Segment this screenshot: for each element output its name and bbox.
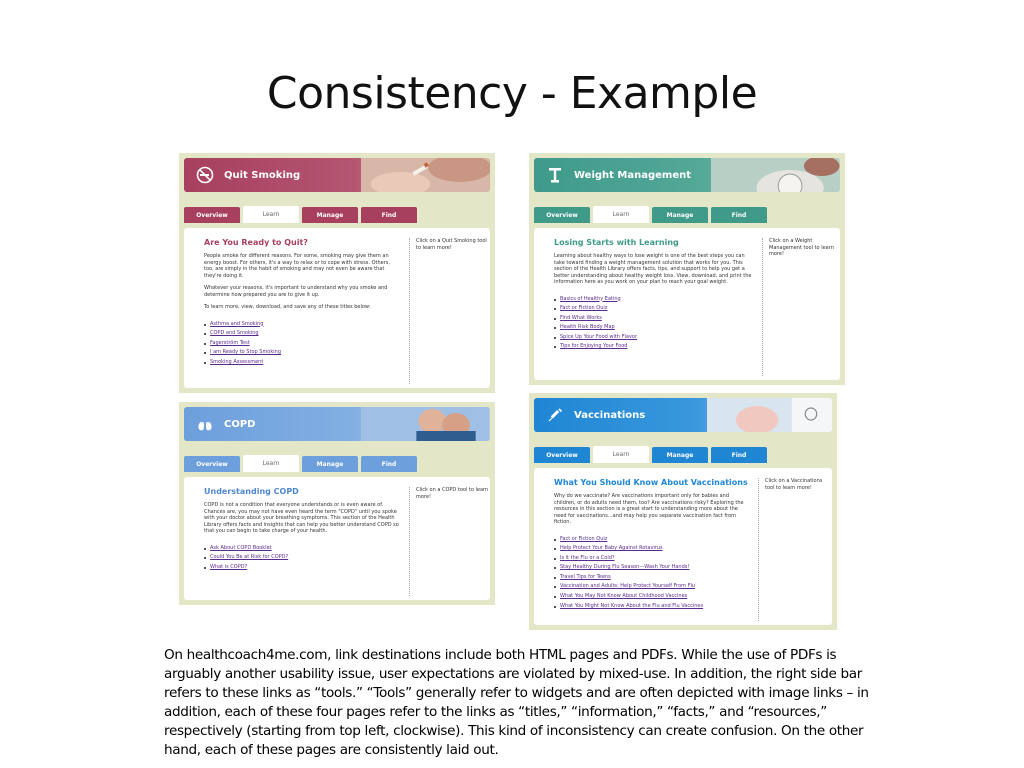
- sidebar-tools-note: Click on a COPD tool to learn more!: [409, 487, 489, 596]
- banner-title: Vaccinations: [574, 409, 646, 421]
- content-area: [184, 477, 490, 600]
- title-link[interactable]: Asthma and Smoking: [204, 320, 400, 330]
- tab-learn[interactable]: Learn: [243, 206, 299, 223]
- slide-caption: On healthcoach4me.com, link destinations include both HTML pages and PDFs. While the use of PDFs is arguably another usability issue, user expectations are violated by mixed-use. In addition, the right side bar refers to these links as “tools.” “Tools” generally refer to widgets and are often depicted with image links – in addition, each of these four pages refer to the links as “titles,” “information,” “facts,” and “resources,” respectively (starting from top left, clockwise). This kind of inconsistency can create confusion. On the other hand, each of these pages are consistently laid out.: [164, 647, 869, 758]
- title-link[interactable]: Fagerström Test: [204, 339, 400, 349]
- link-list: [554, 535, 750, 612]
- facts-link[interactable]: Could You Be at Risk for COPD?: [204, 553, 400, 563]
- resources-link[interactable]: What You May Not Know About Childhood Vaccines: [554, 592, 750, 602]
- banner-photo-hands-cigarette: [361, 158, 490, 192]
- banner-title: Weight Management: [574, 169, 692, 181]
- tab-bar: [534, 446, 832, 463]
- content-heading: What You Should Know About Vaccinations: [554, 478, 748, 487]
- banner-photo-scale: [711, 158, 840, 192]
- tab-find[interactable]: Find: [711, 207, 767, 223]
- resources-link[interactable]: Fact or Fiction Quiz: [554, 535, 750, 545]
- tab-find[interactable]: Find: [361, 207, 417, 223]
- content-heading: Are You Ready to Quit?: [204, 238, 308, 247]
- content-paragraph: Why do we vaccinate? Are vaccinations important only for babies and children, or do adults need them, too? Are vaccinations risky? Exploring the resources in this section is a great start to understanding more about the need for vaccinations...and may help you separate vaccination fact from fiction.: [554, 493, 744, 525]
- copd-banner: [184, 407, 490, 441]
- tab-learn[interactable]: Learn: [593, 446, 649, 463]
- quit-smoking-screenshot: [179, 153, 495, 393]
- resources-link[interactable]: Travel Tips for Teens: [554, 573, 750, 583]
- tab-manage[interactable]: Manage: [302, 456, 358, 472]
- content-heading: Understanding COPD: [204, 487, 299, 496]
- tab-bar: [184, 206, 490, 223]
- scale-icon: [544, 164, 566, 186]
- content-paragraph: COPD is not a condition that everyone understands or is even aware of. Chances are, you may not have even heard the term "COPD" until you spoke with your doctor about your breathing symptoms. This section of the Health Library offers facts and insights that can help you better understand COPD so that you can begin to take charge of your health.: [204, 502, 399, 534]
- tab-find[interactable]: Find: [361, 456, 417, 472]
- no-smoking-icon: [194, 164, 216, 186]
- link-list: [554, 295, 754, 353]
- tab-manage[interactable]: Manage: [652, 207, 708, 223]
- information-link[interactable]: Fact or Fiction Quiz: [554, 304, 754, 314]
- vaccinations-banner: [534, 398, 832, 432]
- content-paragraph: Learning about healthy ways to lose weight is one of the best steps you can take toward finding a weight management solution that works for you. This section of the Health Library offers facts, tips, and support to help you get a better understanding about healthy weight loss. View, download, and print the information here as you work on your plan to reach your goal weight.: [554, 253, 752, 285]
- tab-bar: [534, 206, 840, 223]
- link-list: [204, 320, 400, 368]
- content-heading: Losing Starts with Learning: [554, 238, 679, 247]
- tab-overview[interactable]: Overview: [184, 207, 240, 223]
- sidebar-tools-note: Click on a Vaccinations tool to learn more!: [758, 478, 832, 621]
- resources-link[interactable]: Stay Healthy During Flu Season—Wash Your Hands!: [554, 563, 750, 573]
- information-link[interactable]: Tips for Enjoying Your Food: [554, 342, 754, 352]
- banner-photo-couple: [361, 407, 490, 441]
- resources-link[interactable]: What You Might Not Know About the Flu and Flu Vaccines: [554, 602, 750, 612]
- tab-learn[interactable]: Learn: [593, 206, 649, 223]
- tab-bar: [184, 455, 490, 472]
- resources-link[interactable]: Help Protect Your Baby Against Rotavirus: [554, 544, 750, 554]
- content-paragraph: To learn more, view, download, and save any of these titles below:: [204, 304, 371, 310]
- tab-learn[interactable]: Learn: [243, 455, 299, 472]
- slide-title: Consistency - Example: [266, 68, 758, 119]
- facts-link[interactable]: What is COPD?: [204, 563, 400, 573]
- facts-link[interactable]: Ask About COPD Booklet: [204, 544, 400, 554]
- quit-smoking-banner: [184, 158, 490, 192]
- banner-title: Quit Smoking: [224, 169, 301, 181]
- tab-overview[interactable]: Overview: [534, 207, 590, 223]
- content-area: [534, 228, 840, 380]
- resources-link[interactable]: Is it the Flu or a Cold?: [554, 554, 750, 564]
- banner-title: COPD: [224, 418, 256, 430]
- content-paragraph: People smoke for different reasons. For some, smoking may give them an energy boost. For others, it's a way to relax or to cope with stress. Others, too, are simply in the habit of smoking and may not even be aware that they're doing it.: [204, 253, 390, 279]
- content-paragraph: Whatever your reasons, it's important to understand why you smoke and determine how prepared you are to give it up.: [204, 285, 388, 298]
- information-link[interactable]: Find What Works: [554, 314, 754, 324]
- lungs-icon: [194, 413, 216, 435]
- content-area: [534, 468, 832, 625]
- resources-link[interactable]: Vaccination and Adults: Help Protect Yourself From Flu: [554, 582, 750, 592]
- tab-manage[interactable]: Manage: [302, 207, 358, 223]
- sidebar-tools-note: Click on a Quit Smoking tool to learn more!: [409, 238, 489, 384]
- information-link[interactable]: Health Risk Body Map: [554, 323, 754, 333]
- vaccinations-screenshot: [529, 393, 837, 630]
- tab-find[interactable]: Find: [711, 447, 767, 463]
- weight-management-screenshot: [529, 153, 845, 385]
- information-link[interactable]: Basics of Healthy Eating: [554, 295, 754, 305]
- content-area: [184, 228, 490, 388]
- tab-manage[interactable]: Manage: [652, 447, 708, 463]
- title-link[interactable]: COPD and Smoking: [204, 329, 400, 339]
- link-list: [204, 544, 400, 573]
- tab-overview[interactable]: Overview: [184, 456, 240, 472]
- information-link[interactable]: Spice Up Your Food with Flavor: [554, 333, 754, 343]
- title-link[interactable]: Smoking Assessment: [204, 358, 400, 368]
- weight-management-banner: [534, 158, 840, 192]
- sidebar-tools-note: Click on a Weight Management tool to learn more!: [762, 238, 838, 376]
- banner-photo-doctor-child: [707, 398, 832, 432]
- title-link[interactable]: I am Ready to Stop Smoking: [204, 348, 400, 358]
- tab-overview[interactable]: Overview: [534, 447, 590, 463]
- copd-screenshot: [179, 402, 495, 605]
- syringe-icon: [544, 404, 566, 426]
